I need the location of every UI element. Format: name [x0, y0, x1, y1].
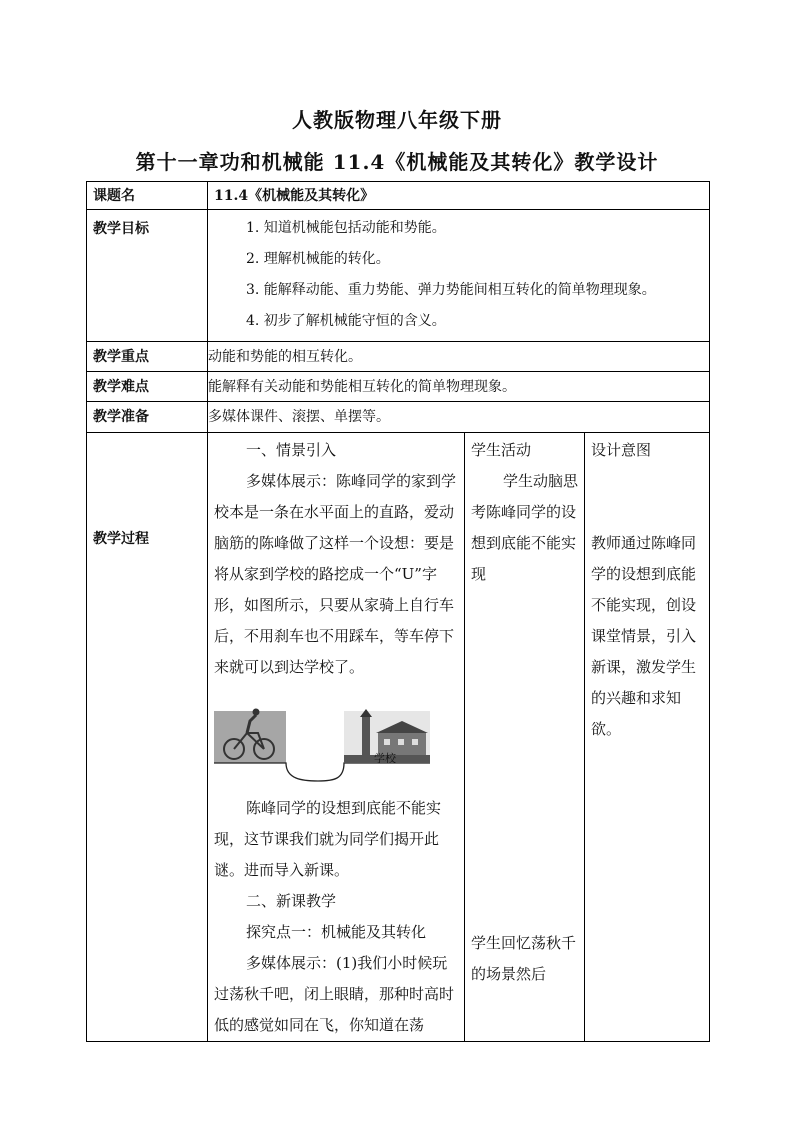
- school-label: 学校: [374, 752, 396, 765]
- design-intent-title: 设计意图: [591, 441, 652, 459]
- u-road-svg: [214, 693, 434, 785]
- row-key-point: [87, 342, 710, 372]
- goals-label: 教学目标: [87, 210, 208, 342]
- document-subtitle: 第十一章功和机械能 11.4《机械能及其转化》教学设计: [135, 150, 659, 174]
- inquiry-point-1: 探究点一：机械能及其转化: [246, 923, 427, 941]
- lesson-plan-table: [86, 181, 710, 1042]
- design-intent-cell: [585, 433, 710, 1042]
- goal-item: 1. 知道机械能包括动能和势能。: [246, 220, 446, 236]
- topic-label: 课题名: [87, 182, 208, 210]
- difficulty-label: 教学难点: [87, 372, 208, 402]
- goals-cell: [208, 210, 710, 342]
- document-title: 人教版物理八年级下册: [292, 108, 502, 132]
- goal-item: 4. 初步了解机械能守恒的含义。: [246, 313, 446, 329]
- row-process: [87, 433, 710, 1042]
- row-goals: [87, 210, 710, 342]
- process-label: 教学过程: [87, 433, 208, 1042]
- row-difficulty: [87, 372, 710, 402]
- transition-paragraph: 陈峰同学的设想到底能不能实现，这节课我们就为同学们揭开此谜。进而导入新课。: [214, 799, 442, 879]
- key-value: 动能和势能的相互转化。: [208, 342, 710, 372]
- row-topic: [87, 182, 710, 210]
- swing-paragraph: 多媒体展示：(1)我们小时候玩过荡秋千吧，闭上眼睛，那种时高时低的感觉如同在飞，你知道在荡: [214, 954, 455, 1034]
- u-road: [214, 763, 430, 781]
- student-activity-cell: [465, 433, 585, 1042]
- topic-value: 11.4《机械能及其转化》: [208, 182, 710, 210]
- prep-label: 教学准备: [87, 402, 208, 433]
- difficulty-value: 能解释有关动能和势能相互转化的简单物理现象。: [208, 372, 710, 402]
- u-road-illustration: [214, 693, 458, 785]
- section-heading-intro: 一、情景引入: [246, 441, 337, 459]
- student-activity-text-2: 学生回忆荡秋千的场景然后: [471, 934, 577, 983]
- goal-item: 2. 理解机械能的转化。: [246, 251, 390, 267]
- goal-item: 3. 能解释动能、重力势能、弹力势能间相互转化的简单物理现象。: [246, 282, 656, 298]
- row-preparation: [87, 402, 710, 433]
- process-main-cell: [208, 433, 465, 1042]
- section-heading-new-lesson: 二、新课教学: [246, 892, 337, 910]
- key-label: 教学重点: [87, 342, 208, 372]
- intro-paragraph: 多媒体展示：陈峰同学的家到学校本是一条在水平面上的直路，爱动脑筋的陈峰做了这样一个设想：要是将从家到学校的路挖成一个“U”字形，如图所示，只要从家骑上自行车后，不用刹车也不用踩车，等车停下来就可以到达学校了。: [214, 472, 457, 676]
- student-activity-title: 学生活动: [471, 441, 532, 459]
- design-intent-text: 教师通过陈峰同学的设想到底能不能实现，创设课堂情景，引入新课，激发学生的兴趣和求知欲。: [591, 534, 697, 738]
- student-activity-text-1: 学生动脑思考陈峰同学的设想到底能不能实现: [471, 472, 579, 583]
- prep-value: 多媒体课件、滚摆、单摆等。: [208, 402, 710, 433]
